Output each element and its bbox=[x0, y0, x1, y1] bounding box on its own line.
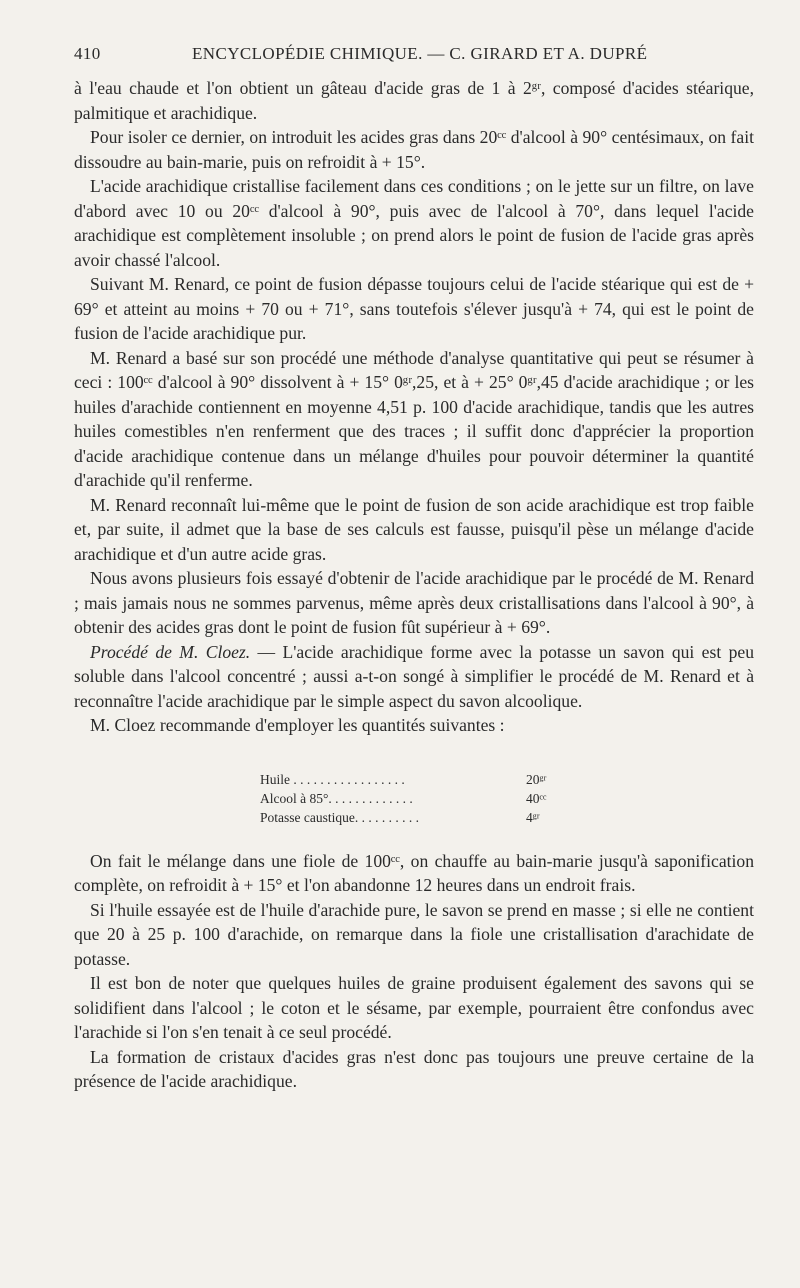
paragraph: M. Cloez recommande d'employer les quantités suivantes : bbox=[90, 715, 505, 735]
recipe-label: Alcool à 85°. . . . . . . . . . . . . bbox=[260, 790, 413, 806]
table-row bbox=[260, 789, 547, 808]
paragraph: La formation de cristaux d'acides gras n'est donc pas toujours une preuve certaine de la présence de l'acide arachidique. bbox=[74, 1046, 754, 1091]
recipe-quantity: 4ᵍʳ bbox=[526, 809, 540, 825]
paragraph: L'acide arachidique cristallise facilement dans ces conditions ; on le jette sur un filtre, on lave d'abord avec 10 ou 20ᶜᶜ d'alcool à 90°, puis avec de l'alcool à 70°, dans lequel l'acide arachidique est complètement insoluble ; on prend alors le point de fusion de l'acide gras après avoir chassé l'alcool. bbox=[74, 176, 754, 270]
recipe-quantity: 40ᶜᶜ bbox=[526, 790, 547, 806]
table-row bbox=[260, 808, 547, 827]
paragraph bbox=[74, 640, 754, 714]
paragraph-text: — L'acide arachidique forme avec la potasse un savon qui est peu soluble dans l'alcool concentré ; aussi a-t-on songé à simplifier le procédé de M. Renard et à reconnaître l'acide arachidique par le simple aspect du savon alcoolique. bbox=[74, 641, 754, 711]
paragraph: Suivant M. Renard, ce point de fusion dépasse toujours celui de l'acide stéarique qui est de + 69° et atteint au moins + 70 ou + 71°, sans toutefois s'élever jusqu'à + 74, qui est le point de fusion de l'acide arachidique pur. bbox=[74, 274, 754, 343]
section-title: Procédé de M. Cloez. bbox=[90, 641, 251, 662]
paragraph: M. Renard reconnaît lui-même que le point de fusion de son acide arachidique est trop faible et, par suite, il admet que la base de ses calculs est fausse, puisqu'il pèse un mélange d'acide arachidique et d'un autre acide gras. bbox=[74, 494, 754, 564]
paragraph: On fait le mélange dans une fiole de 100ᶜᶜ, on chauffe au bain-marie jusqu'à saponification complète, on refroidit à + 15° et l'on abandonne 12 heures dans un endroit frais. bbox=[74, 850, 754, 895]
table-row bbox=[260, 770, 547, 789]
recipe-table bbox=[260, 770, 547, 827]
paragraph: à l'eau chaude et l'on obtient un gâteau d'acide gras de 1 à 2ᵍʳ, composé d'acides stéarique, palmitique et arachidique. bbox=[74, 78, 754, 123]
paragraph: Nous avons plusieurs fois essayé d'obtenir de l'acide arachidique par le procédé de M. Renard ; mais jamais nous ne sommes parvenus, même après deux cristallisations dans l'alcool à 90°, à obtenir des acides gras dont le point de fusion fût supérieur à + 69°. bbox=[74, 568, 754, 637]
page-number: 410 bbox=[74, 44, 101, 63]
paragraph: Il est bon de noter que quelques huiles de graine produisent également des savons qui se solidifient dans l'alcool ; le coton et le sésame, par exemple, pourraient être confondus avec l'arachide si l'on s'en tenait à ce seul procédé. bbox=[74, 973, 754, 1042]
recipe-quantity: 20ᵍʳ bbox=[526, 771, 547, 787]
running-title: ENCYCLOPÉDIE CHIMIQUE. — C. GIRARD ET A. DUPRÉ bbox=[192, 44, 648, 63]
recipe-label: Potasse caustique. . . . . . . . . . bbox=[260, 809, 419, 825]
paragraph: Si l'huile essayée est de l'huile d'arachide pure, le savon se prend en masse ; si elle ne contient que 20 à 25 p. 100 d'arachide, on remarque dans la fiole une cristallisation d'arachidate de potasse. bbox=[74, 899, 754, 969]
body-text bbox=[74, 76, 754, 1094]
paragraph: Pour isoler ce dernier, on introduit les acides gras dans 20ᶜᶜ d'alcool à 90° centésimaux, on fait dissoudre au bain-marie, puis on refroidit à + 15°. bbox=[74, 127, 754, 172]
recipe-label: Huile . . . . . . . . . . . . . . . . . bbox=[260, 771, 405, 787]
paragraph: M. Renard a basé sur son procédé une méthode d'analyse quantitative qui peut se résumer à ceci : 100ᶜᶜ d'alcool à 90° dissolvent à + 15° 0ᵍʳ,25, et à + 25° 0ᵍʳ,45 d'acide arachidique ; or les huiles d'arachide contiennent en moyenne 4,51 p. 100 d'acide arachidique, tandis que les autres huiles comestibles n'en renferment que des traces ; il suffit donc d'apprécier la proportion d'acide arachidique contenue dans un mélange d'huiles pour pouvoir déterminer la quantité d'arachide qu'il renferme. bbox=[74, 347, 754, 490]
